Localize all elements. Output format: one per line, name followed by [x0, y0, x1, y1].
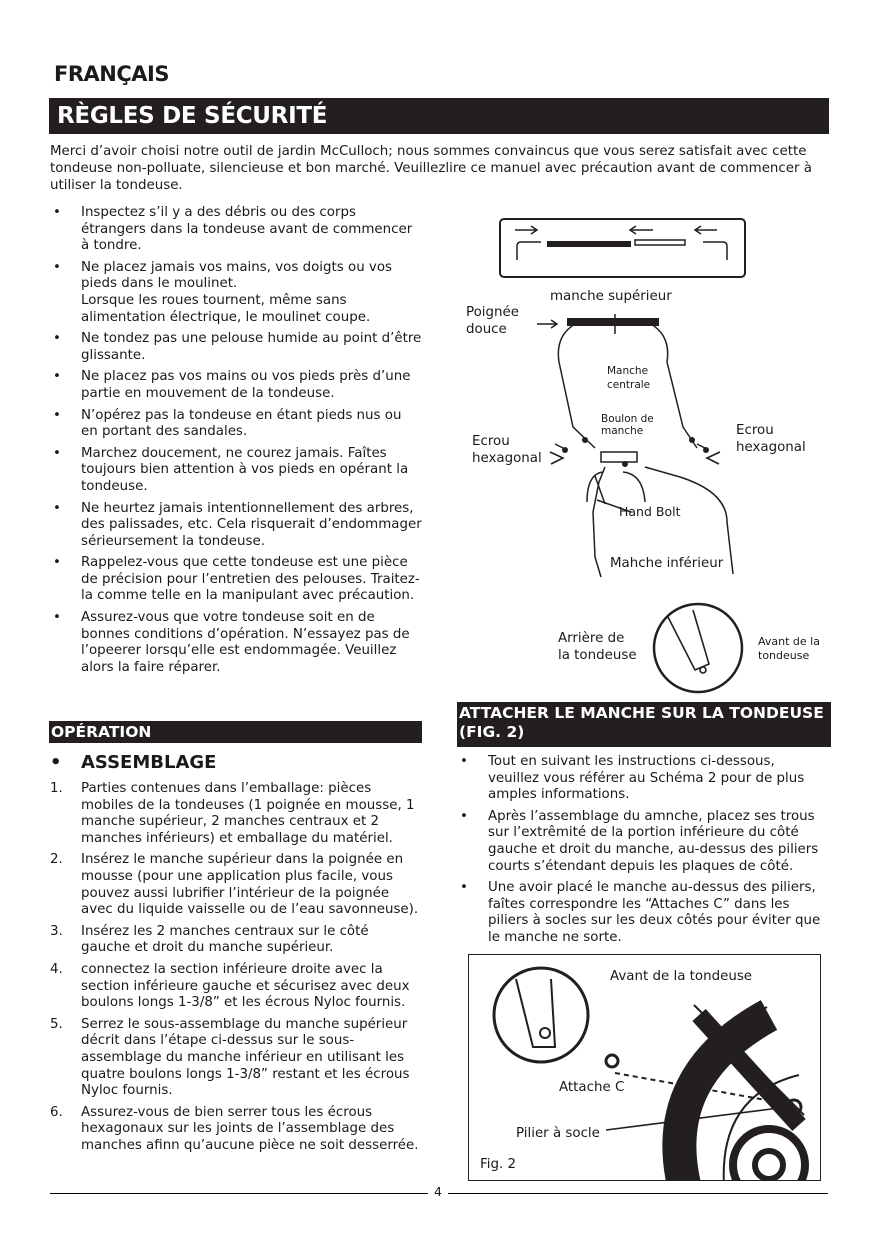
attach-heading: ATTACHER LE MANCHE SUR LA TONDEUSE (FIG. 2): [457, 702, 831, 747]
list-item: • N’opérez pas la tondeuse en étant pieds nus ou en portant des sandales.: [53, 407, 402, 440]
safety-rules: [50, 205, 422, 681]
list-item: • Après l’assemblage du amnche, placez ses trous sur l’extrêmité de la portion inférieure du côté gauche et droit du manche, au-dessus des piliers courts s’étendant depuis les plaques de côté.: [460, 808, 819, 874]
figure-2: [468, 954, 821, 1181]
center-handle-label: Manche centrale: [607, 365, 651, 391]
grip-bar-top: [547, 241, 631, 247]
figure-2-drawing: [469, 955, 821, 1181]
assembly-steps: [50, 781, 422, 1159]
list-item: • Une avoir placé le manche au-dessus des piliers, faîtes correspondre les “Attaches C” dans les piliers à socles sur les deux côtés pour éviter que le manche ne sorte.: [460, 880, 821, 945]
fig2-front-label: Avant de la tondeuse: [610, 969, 753, 984]
soft-grip-label: Poignée douce: [466, 305, 519, 337]
list-item: 6. Assurez-vous de bien serrer tous les écrous hexagonaux sur les joints de l’assemblage des manches afinn qu’aucune pièce ne soit desserrée.: [50, 1104, 419, 1153]
page-number: 4: [428, 1184, 448, 1199]
list-item: 2. Insérez le manche supérieur dans la poignée en mousse (pour une application plus facile, vous pouvez aussi lubrifier l’intérieur de la poignée avec du liquide vaisselle ou de l’eau savonneuse).: [50, 852, 419, 918]
attach-instructions: [457, 754, 829, 952]
language-label: FRANÇAIS: [54, 62, 169, 86]
list-item: • Assurez-vous que votre tondeuse soit en de bonnes conditions d’opération. N’essayez pas de l’opeerer lorsqu’elle est endommagée. Veuillez alors la faire réparer.: [53, 610, 410, 675]
handle-assembly-diagram: [455, 212, 835, 697]
list-item: • Inspectez s’il y a des débris ou des corps étrangers dans la tondeuse avant de commencer à tondre.: [53, 205, 413, 254]
rear-label: Arrière de la tondeuse: [558, 631, 637, 663]
hex-nut-right-label: Ecrou hexagonal: [736, 423, 806, 455]
page-title: RÈGLES DE SÉCURITÉ: [49, 98, 829, 134]
assembly-heading: • ASSEMBLAGE: [50, 752, 217, 773]
operation-heading: OPÉRATION: [49, 721, 422, 743]
hand-bolt-label: Hand Bolt: [619, 504, 681, 519]
front-label: Avant de la tondeuse: [758, 635, 820, 662]
upper-handle-label: manche supérieur: [550, 289, 672, 304]
list-item: • Ne placez jamais vos mains, vos doigts ou vos pieds dans le moulinet. Lorsque les roues tournent, même sans alimentation électrique, le moulinet coupe.: [53, 259, 393, 325]
list-item: 5. Serrez le sous-assemblage du manche supérieur décrit dans l’étape ci-dessus sur le sous-assemblage du manche inférieur en utilisant les quatre boulons longs 1-3/8” restant et les écrous Nyloc fournis.: [50, 1016, 410, 1099]
list-item: • Ne placez pas vos mains ou vos pieds près d’une partie en mouvement de la tondeuse.: [53, 369, 411, 401]
list-item: • Ne tondez pas une pelouse humide au point d’être glissante.: [53, 331, 422, 363]
lower-handle-label: Mahche inférieur: [610, 556, 724, 571]
fig2-pillar-label: Pilier à socle: [516, 1126, 600, 1141]
list-item: 1. Parties contenues dans l’emballage: pièces mobiles de la tondeuses (1 poignée en mousse, 1 manche supérieur, 2 manches centraux et 2 manches inférieurs) et emballage du matériel.: [50, 781, 415, 846]
list-item: • Ne heurtez jamais intentionnellement des arbres, des palissades, etc. Cela risquerait d’endommager sérieursement la tondeuse.: [53, 500, 422, 549]
handle-bolt-label: Boulon de manche: [601, 413, 654, 437]
fig2-caption: Fig. 2: [480, 1157, 516, 1172]
intro-paragraph: Merci d’avoir choisi notre outil de jardin McCulloch; nous sommes convaincus que vous serez satisfait avec cette tondeuse non-polluate, silencieuse et bon marché. Veuillezlire ce manuel avec précaution avant de commencer à utiliser la tondeuse.: [50, 144, 812, 193]
fig2-clip-label: Attache C: [559, 1080, 625, 1095]
list-item: • Marchez doucement, ne courez jamais. Faîtes toujours bien attention à vos pieds en opérant la tondeuse.: [53, 445, 409, 494]
list-item: 3. Insérez les 2 manches centraux sur le côté gauche et droit du manche supérieur.: [50, 923, 369, 956]
list-item: • Rappelez-vous que cette tondeuse est une pièce de précision pour l’entretien des pelouses. Traitez-la comme telle en la manipulant avec précaution.: [53, 555, 420, 604]
list-item: 4. connectez la section inférieure droite avec la section inférieure gauche et sécurisez avec deux boulons longs 1-3/8” et les écrous Nyloc fournis.: [50, 961, 410, 1011]
soft-grip-shape: [567, 318, 659, 326]
list-item: • Tout en suivant les instructions ci-dessous, veuillez vous référer au Schéma 2 pour de plus amples informations.: [460, 754, 805, 803]
hex-nut-left-label: Ecrou hexagonal: [472, 434, 542, 466]
